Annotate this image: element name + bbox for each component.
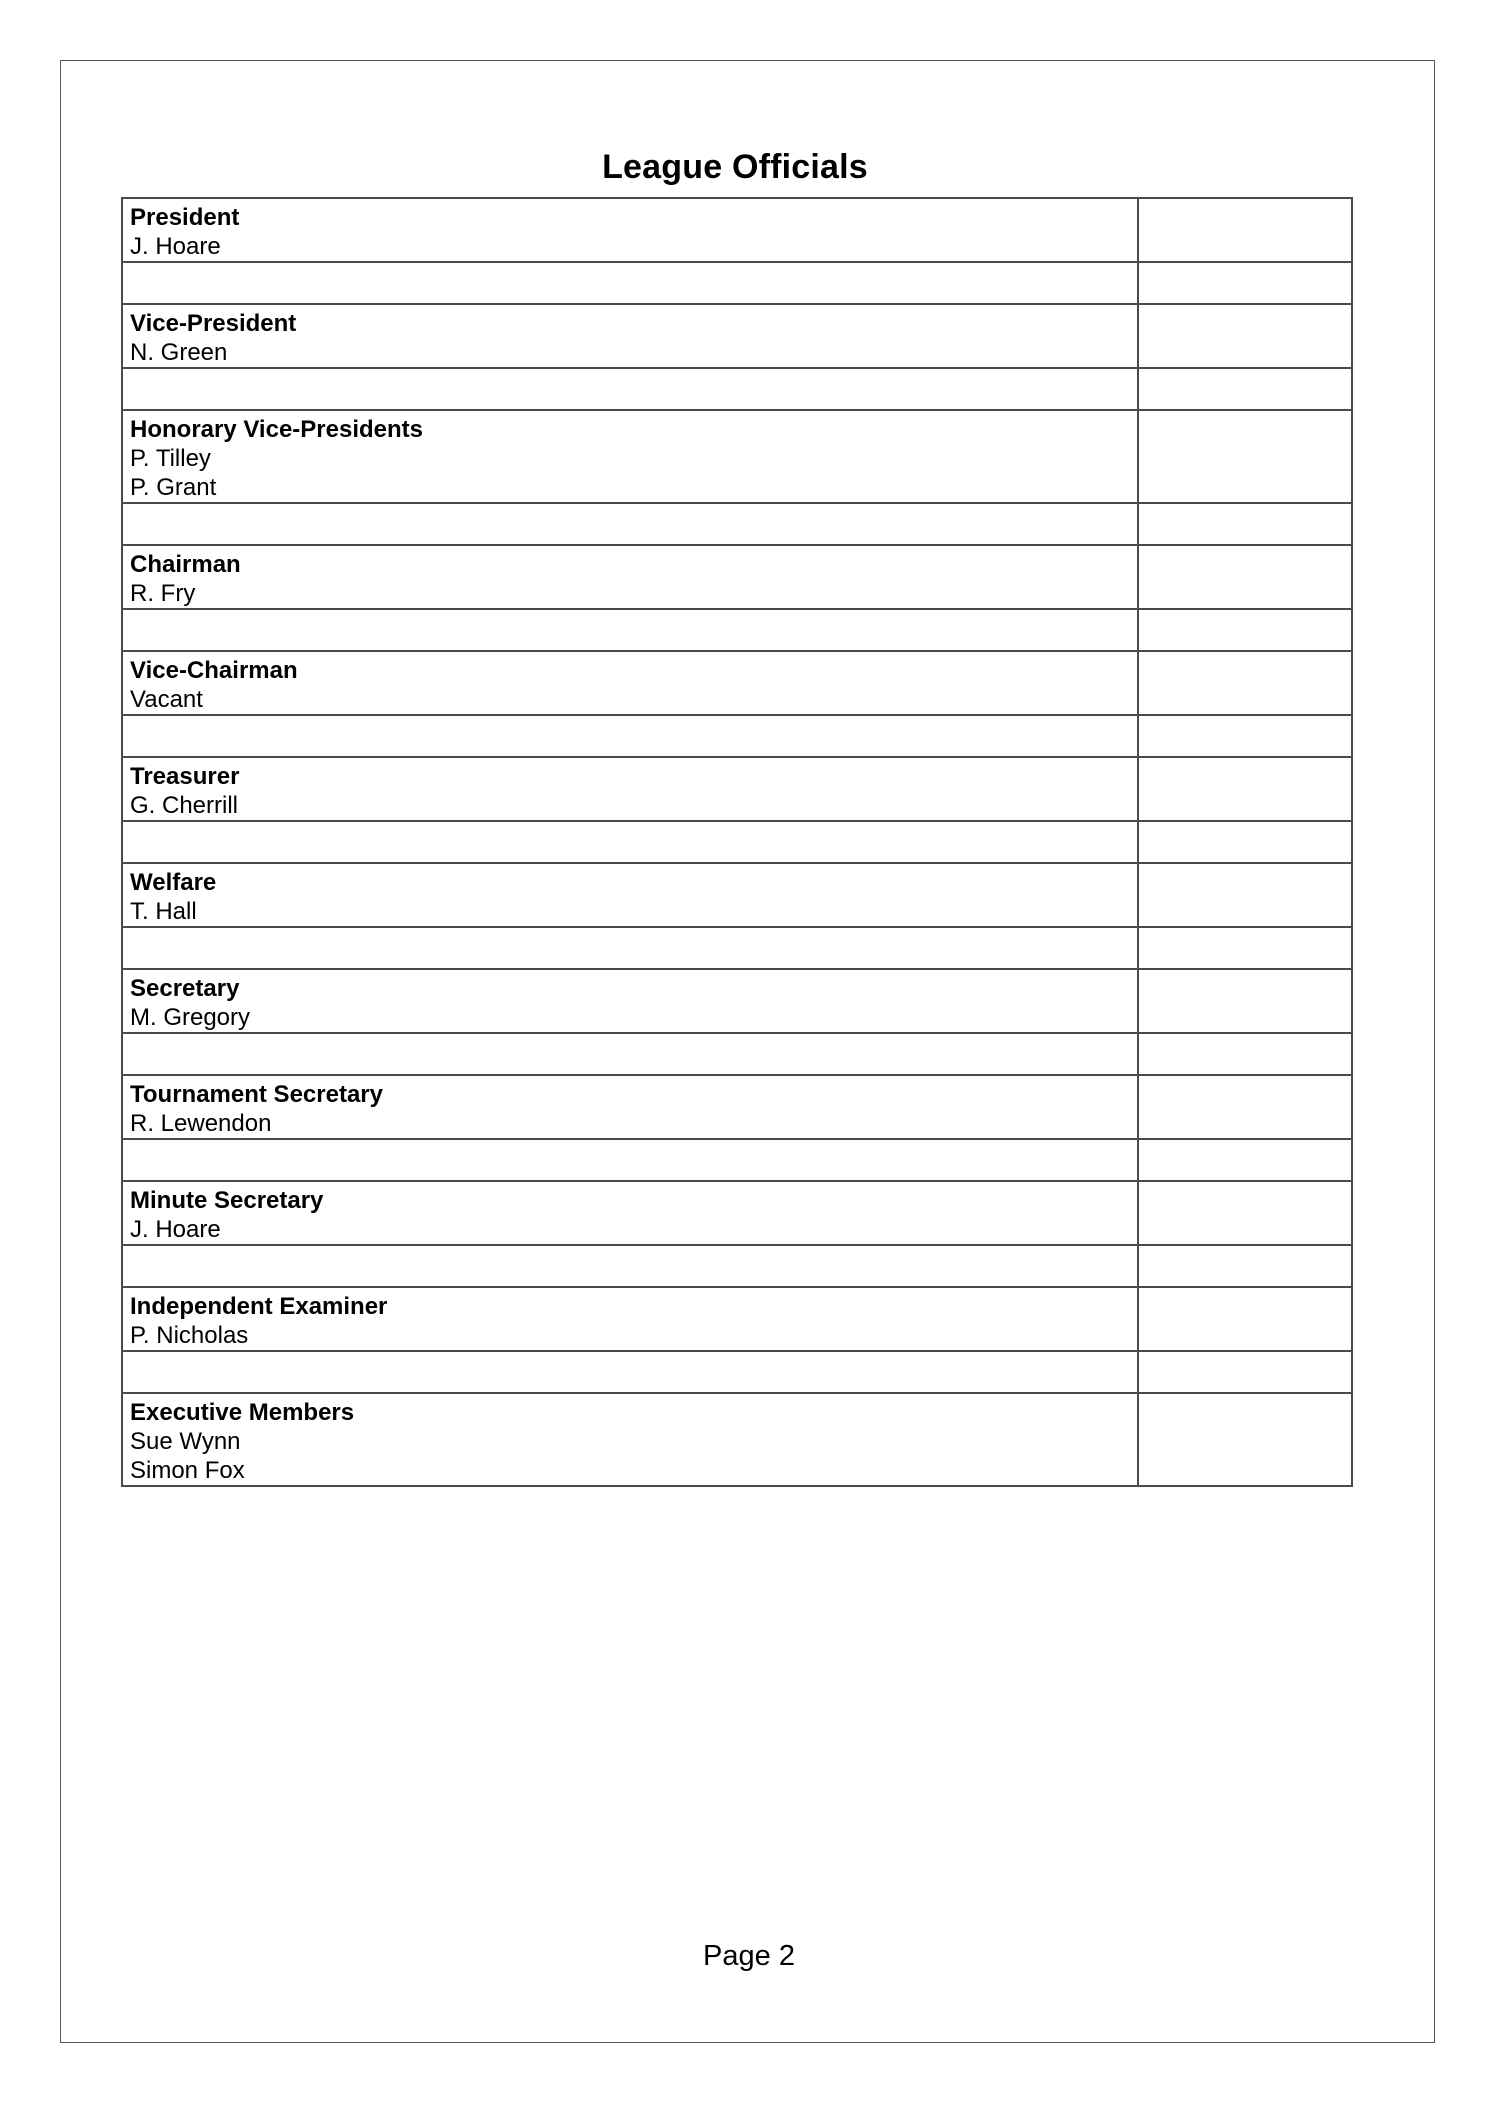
official-cell xyxy=(122,1075,1138,1139)
official-name: M. Gregory xyxy=(130,1004,251,1031)
spacer-row xyxy=(122,609,1352,651)
role-label: Treasurer xyxy=(130,763,240,790)
official-row xyxy=(122,863,1352,927)
spacer-cell xyxy=(1138,609,1352,651)
role-label: Chairman xyxy=(130,551,241,578)
role-label: Honorary Vice-Presidents xyxy=(130,416,424,443)
spacer-row xyxy=(122,821,1352,863)
spacer-cell xyxy=(122,609,1138,651)
blank-column-cell xyxy=(1138,1075,1352,1139)
official-cell xyxy=(122,1181,1138,1245)
official-row xyxy=(122,1181,1352,1245)
official-name: R. Fry xyxy=(130,580,196,607)
spacer-cell xyxy=(122,715,1138,757)
blank-column-cell xyxy=(1138,757,1352,821)
blank-column-cell xyxy=(1138,410,1352,503)
official-name: P. Nicholas xyxy=(130,1322,249,1349)
spacer-row xyxy=(122,715,1352,757)
official-name: R. Lewendon xyxy=(130,1110,272,1137)
spacer-row xyxy=(122,368,1352,410)
official-name: J. Hoare xyxy=(130,233,221,260)
page-number: Page 2 xyxy=(703,1940,795,1972)
blank-column-cell xyxy=(1138,545,1352,609)
spacer-cell xyxy=(122,368,1138,410)
spacer-cell xyxy=(1138,368,1352,410)
official-cell xyxy=(122,1393,1138,1486)
official-name: Simon Fox xyxy=(130,1457,245,1484)
spacer-row xyxy=(122,1245,1352,1287)
role-label: Vice-President xyxy=(130,310,297,337)
blank-column-cell xyxy=(1138,1393,1352,1486)
spacer-cell xyxy=(1138,1351,1352,1393)
spacer-cell xyxy=(1138,715,1352,757)
page-title: League Officials xyxy=(602,148,868,186)
role-label: Independent Examiner xyxy=(130,1293,388,1320)
official-cell xyxy=(122,1287,1138,1351)
official-cell xyxy=(122,651,1138,715)
official-name: G. Cherrill xyxy=(130,792,239,819)
spacer-row xyxy=(122,1351,1352,1393)
blank-column-cell xyxy=(1138,1181,1352,1245)
official-row xyxy=(122,1393,1352,1486)
blank-column-cell xyxy=(1138,198,1352,262)
official-name: N. Green xyxy=(130,339,228,366)
official-row xyxy=(122,410,1352,503)
official-name: Sue Wynn xyxy=(130,1428,241,1455)
official-name: P. Grant xyxy=(130,474,217,501)
official-cell xyxy=(122,410,1138,503)
official-cell xyxy=(122,969,1138,1033)
official-cell xyxy=(122,198,1138,262)
role-label: Secretary xyxy=(130,975,240,1002)
official-cell xyxy=(122,863,1138,927)
official-row xyxy=(122,651,1352,715)
official-row xyxy=(122,969,1352,1033)
official-row xyxy=(122,304,1352,368)
official-row xyxy=(122,198,1352,262)
blank-column-cell xyxy=(1138,1287,1352,1351)
official-name: T. Hall xyxy=(130,898,197,925)
spacer-cell xyxy=(122,1033,1138,1075)
spacer-cell xyxy=(1138,503,1352,545)
spacer-row xyxy=(122,1139,1352,1181)
official-row xyxy=(122,1287,1352,1351)
blank-column-cell xyxy=(1138,304,1352,368)
spacer-cell xyxy=(1138,1033,1352,1075)
spacer-cell xyxy=(1138,927,1352,969)
spacer-cell xyxy=(1138,262,1352,304)
spacer-cell xyxy=(1138,1245,1352,1287)
official-name: P. Tilley xyxy=(130,445,211,472)
spacer-cell xyxy=(122,1245,1138,1287)
spacer-cell xyxy=(122,1139,1138,1181)
officials-table xyxy=(121,197,1353,1487)
spacer-cell xyxy=(122,1351,1138,1393)
role-label: Welfare xyxy=(130,869,217,896)
spacer-cell xyxy=(122,262,1138,304)
official-cell xyxy=(122,304,1138,368)
blank-column-cell xyxy=(1138,969,1352,1033)
official-cell xyxy=(122,757,1138,821)
official-name: Vacant xyxy=(130,686,203,713)
blank-column-cell xyxy=(1138,651,1352,715)
spacer-row xyxy=(122,927,1352,969)
official-row xyxy=(122,757,1352,821)
blank-column-cell xyxy=(1138,863,1352,927)
official-row xyxy=(122,545,1352,609)
spacer-cell xyxy=(1138,1139,1352,1181)
spacer-row xyxy=(122,262,1352,304)
spacer-cell xyxy=(1138,821,1352,863)
role-label: Vice-Chairman xyxy=(130,657,298,684)
role-label: Tournament Secretary xyxy=(130,1081,383,1108)
official-cell xyxy=(122,545,1138,609)
spacer-row xyxy=(122,1033,1352,1075)
official-name: J. Hoare xyxy=(130,1216,221,1243)
role-label: President xyxy=(130,204,240,231)
role-label: Minute Secretary xyxy=(130,1187,324,1214)
role-label: Executive Members xyxy=(130,1399,355,1426)
spacer-cell xyxy=(122,927,1138,969)
spacer-cell xyxy=(122,503,1138,545)
official-row xyxy=(122,1075,1352,1139)
spacer-cell xyxy=(122,821,1138,863)
spacer-row xyxy=(122,503,1352,545)
